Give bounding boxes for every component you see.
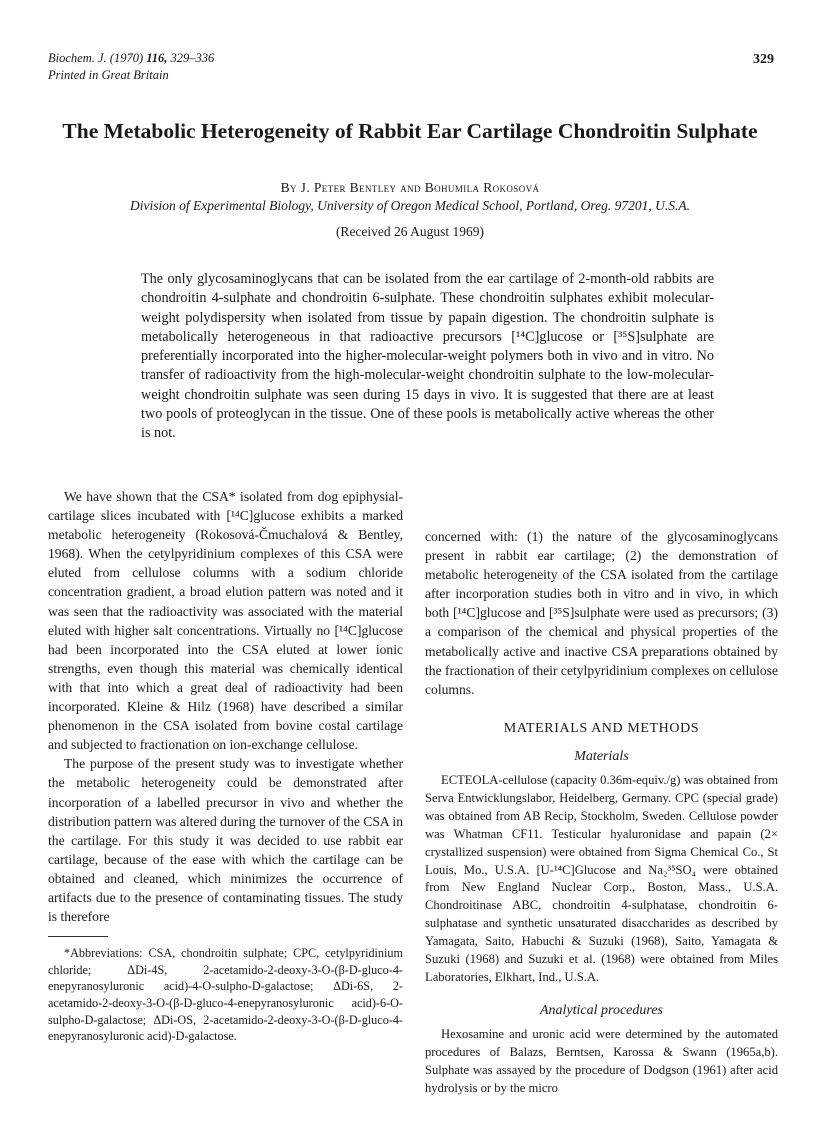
affiliation: Division of Experimental Biology, University of Oregon Medical School, Portland, Oreg. 97201, U.S.A. (130, 198, 690, 213)
abstract: The only glycosaminoglycans that can be isolated from the ear cartilage of 2-month-old rabbits are chondroitin 4-sulphate and chondroitin 6-sulphate. These chondroitin sulphates exhibit molecular-weight polydispersity when isolated from tissue by papain digestion. The chondroitin sulphate is metabolically heterogeneous in that radioactive precursors [¹⁴C]glucose or [³⁵S]sulphate are preferentially incorporated into the higher-molecular-weight polymers both in vivo and in vitro. No transfer of radioactivity from the high-molecular-weight chondroitin sulphate to the low-molecular-weight chondroitin sulphate was seen during 15 days in vivo. It is suggested that there are at least two pools of proteoglycan in the tissue. One of these pools is metabolically active whereas the other is not. (141, 271, 714, 442)
received-date: (Received 26 August 1969) (335, 224, 485, 239)
subheading-analytical: Analytical procedures (540, 1002, 663, 1018)
and-label: and (400, 180, 421, 195)
citation-prefix: Biochem. J. (48, 51, 107, 65)
body-paragraph: concerned with: (1) the nature of the glycosaminoglycans present in rabbit ear cartilage; (2) the demonstration of metabolic heterogeneity of the CSA isolated from the cartilage after incorporation studies both in vitro and in vivo, in which both [¹⁴C]glucose and [³⁵S]sulphate were used as precursors; (3) a comparison of the chemical and physical properties of the metabolically active and inactive CSA preparations obtained by the fractionation of their cetylpyridinium complexes on cellulose columns. (425, 529, 778, 697)
citation-volume: 116, (146, 51, 168, 65)
analytical-paragraph: Hexosamine and uronic acid were determined by the automated procedures of Balazs, Berntsen, Karossa & Swann (1965a,b). Sulphate was assayed by the procedure of Dodgson (1961) after acid hydrolysis or by the micro (425, 1027, 778, 1095)
left-column (48, 487, 403, 1045)
body-paragraph: We have shown that the CSA* isolated from dog epiphysial-cartilage slices incubated with [¹⁴C]glucose exhibits a marked metabolic heterogeneity (Rokosová-Čmuchalová & Bentley, 1968). When the cetylpyridinium complexes of this CSA were eluted from cellulose columns with a sodium chloride concentration gradient, a broad elution pattern was noted and it was seen that the radioactivity was associated with the material eluted with higher salt concentrations. Virtually no [¹⁴C]glucose had been incorporated into the CSA eluted at lower ionic strengths, even though this material was chemically identical with that into which a great deal of radioactivity had been incorporated. Kleine & Hilz (1968) have described a similar phenomenon in the CSA isolated from bovine costal cartilage and subjected to fractionation on ion-exchange cellulose. (48, 489, 403, 753)
journal-citation (48, 50, 378, 84)
by-label: By (280, 180, 297, 195)
author-name: Bohumila Rokosová (424, 180, 540, 195)
printed-in: Printed in Great Britain (48, 68, 169, 82)
subheading-materials: Materials (574, 748, 629, 764)
section-heading: MATERIALS AND METHODS (503, 720, 700, 736)
page-number: 329 (753, 52, 774, 67)
right-column (425, 527, 778, 1098)
paper-title: The Metabolic Heterogeneity of Rabbit Ear Cartilage Chondroitin Sulphate (62, 119, 758, 143)
citation-pages: 329–336 (170, 51, 215, 65)
footnote-divider (48, 936, 108, 937)
materials-paragraph: ECTEOLA-cellulose (capacity 0.36m-equiv./g) was obtained from Serva Entwicklungslabor, Heidelberg, Germany. CPC (special grade) was obtained from AB Recip, Stockholm, Sweden. Cellulose powder was Whatman CF11. Testicular hyaluronidase and papain (2× crystallized suspension) were obtained from Sigma Chemical Co., St Louis, Mo., U.S.A. [U-¹⁴C]Glucose and Na₂³⁵SO₄ were obtained from New England Nuclear Corp., Boston, Mass., U.S.A. Chondroitinase ABC, chondroitin 4-sulphatase, chondroitin 6-sulphatase and synthetic unsaturated disaccharides as described by Yamagata, Saito, Habuchi & Suzuki (1968), Saito, Yamagata & Suzuki (1968) and Suzuki et al. (1968) were obtained from Miles Laboratories, Elkhart, Ind., U.S.A. (425, 773, 778, 984)
citation-year: (1970) (109, 51, 144, 65)
author-line (60, 180, 760, 196)
author-name: J. Peter Bentley (300, 180, 397, 195)
body-paragraph: The purpose of the present study was to investigate whether the metabolic heterogeneity could be demonstrated after incorporation of a labelled precursor in vivo and whether the distribution pattern was altered during the turnover of the CSA in the cartilage. For this study it was decided to use rabbit ear cartilage, because of the ease with which the cartilage can be obtained and cleaned, which minimizes the occurrence of artifacts due to the presence of contaminating tissues. The study is therefore (48, 756, 403, 925)
footnote-abbreviations: *Abbreviations: CSA, chondroitin sulphate; CPC, cetylpyridinium chloride; ΔDi-4S, 2-acetamido-2-deoxy-3-O-(β-D-gluco-4-enepyranosyluronic acid)-4-O-sulpho-D-galactose; ΔDi-6S, 2-acetamido-2-deoxy-3-O-(β-D-gluco-4-enepyranosyluronic acid)-6-O-sulpho-D-galactose; ΔDi-OS, 2-acetamido-2-deoxy-3-O-(β-D-gluco-4-enepyranosyluronic acid)-D-galactose. (48, 946, 403, 1044)
